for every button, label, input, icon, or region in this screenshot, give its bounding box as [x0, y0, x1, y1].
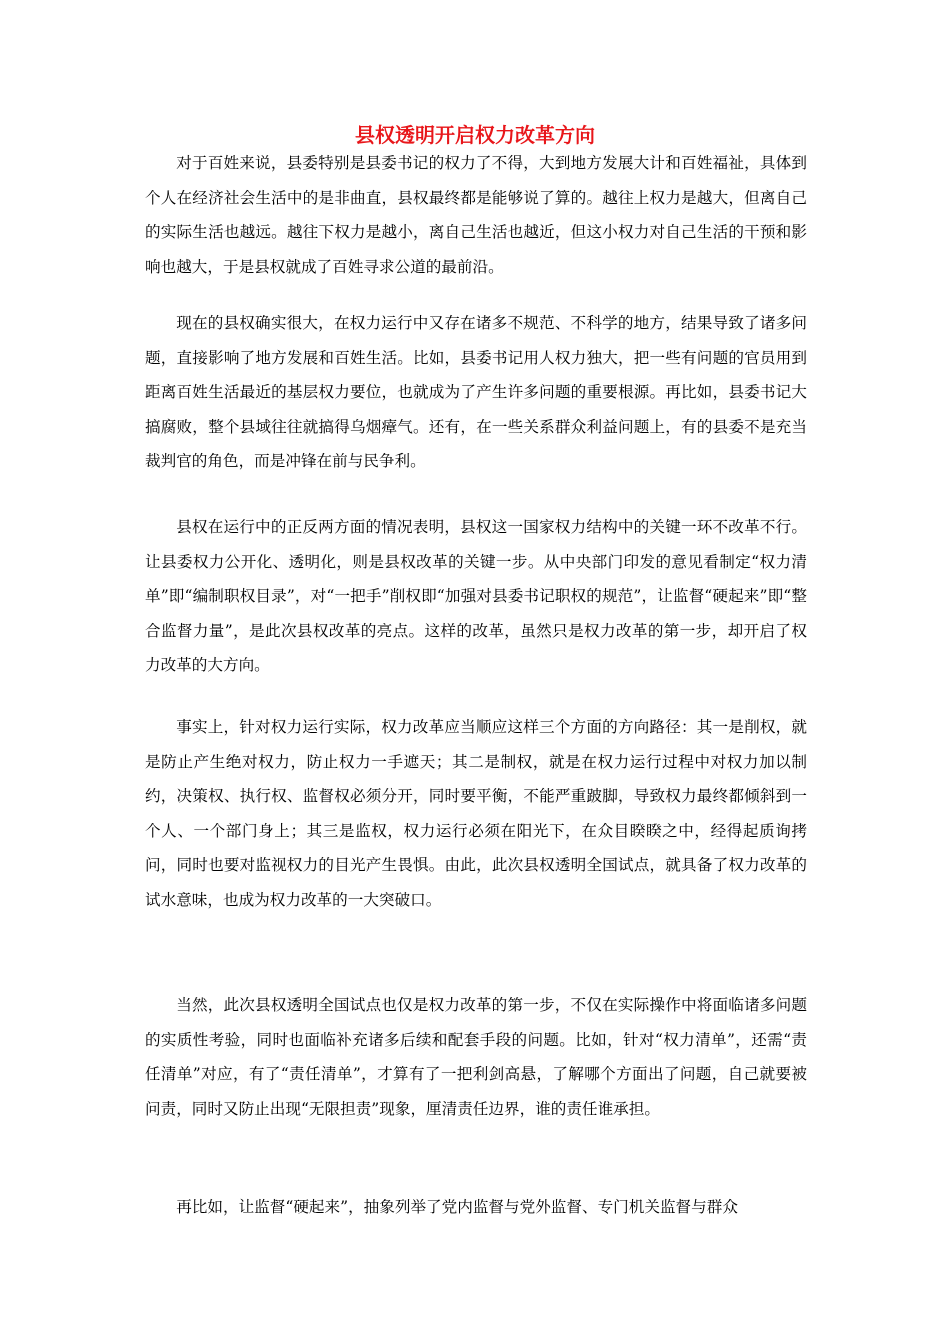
- paragraph-3: 县权在运行中的正反两方面的情况表明，县权这一国家权力结构中的关键一环不改革不行。让县委权力公开化、透明化，则是县权改革的关键一步。从中央部门印发的意见看制定“权力清单”即“编制职权目录”，对“一把手”削权即“加强对县委书记职权的规范”，让监督“硬起来”即“整合监督力量”，是此次县权改革的亮点。这样的改革，虽然只是权力改革的第一步，却开启了权力改革的大方向。: [145, 518, 807, 674]
- paragraph-5: 当然，此次县权透明全国试点也仅是权力改革的第一步，不仅在实际操作中将面临诸多问题的实质性考验，同时也面临补充诸多后续和配套手段的问题。比如，针对“权力清单”，还需“责任清单”对应，有了“责任清单”，才算有了一把利剑高悬，了解哪个方面出了问题，自己就要被问责，同时又防止出现“无限担责”现象，厘清责任边界，谁的责任谁承担。: [145, 996, 807, 1118]
- paragraph-6: 再比如，让监督“硬起来”，抽象列举了党内监督与党外监督、专门机关监督与群众: [176, 1198, 738, 1216]
- paragraph-1: 对于百姓来说，县委特别是县委书记的权力了不得，大到地方发展大计和百姓福祉，具体到个人在经济社会生活中的是非曲直，县权最终都是能够说了算的。越往上权力是越大，但离自己的实际生活也越远。越往下权力是越小，离自己生活也越近，但这小权力对自己生活的干预和影响也越大，于是县权就成了百姓寻求公道的最前沿。: [145, 154, 807, 276]
- document-title: 县权透明开启权力改革方向: [355, 123, 595, 147]
- paragraph-4: 事实上，针对权力运行实际，权力改革应当顺应这样三个方面的方向路径：其一是削权，就是防止产生绝对权力，防止权力一手遮天；其二是制权，就是在权力运行过程中对权力加以制约，决策权、执行权、监督权必须分开，同时要平衡，不能严重跛脚，导致权力最终都倾斜到一个人、一个部门身上；其三是监权，权力运行必须在阳光下，在众目睽睽之中，经得起质询拷问，同时也要对监视权力的目光产生畏惧。由此，此次县权透明全国试点，就具备了权力改革的试水意味，也成为权力改革的一大突破口。: [145, 718, 807, 909]
- paragraph-2: 现在的县权确实很大，在权力运行中又存在诸多不规范、不科学的地方，结果导致了诸多问题，直接影响了地方发展和百姓生活。比如，县委书记用人权力独大，把一些有问题的官员用到距离百姓生活最近的基层权力要位，也就成为了产生许多问题的重要根源。再比如，县委书记大搞腐败，整个县域往往就搞得乌烟瘴气。还有，在一些关系群众利益问题上，有的县委不是充当裁判官的角色，而是冲锋在前与民争利。: [145, 314, 807, 470]
